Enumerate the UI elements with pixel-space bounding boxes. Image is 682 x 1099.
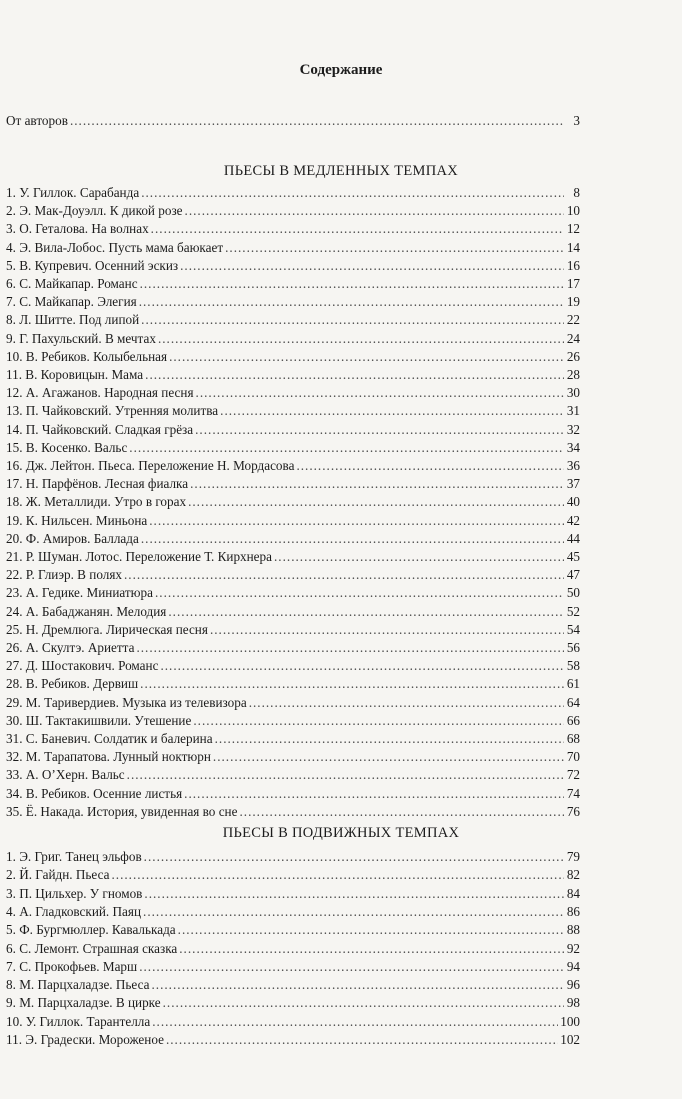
leader-dots	[169, 348, 564, 366]
toc-entry-title: 3. П. Цильхер. У гномов	[6, 885, 143, 901]
section-heading-slow: ПЬЕСЫ В МЕДЛЕННЫХ ТЕМПАХ	[223, 163, 459, 179]
toc-entry	[6, 184, 580, 202]
leader-dots	[220, 402, 564, 420]
leader-dots	[193, 712, 564, 730]
leader-dots	[139, 958, 564, 976]
toc-entry-title: 4. А. Гладковский. Паяц	[6, 903, 142, 919]
toc-entry-title: 2. Й. Гайдн. Пьеса	[6, 867, 110, 883]
toc-entry-title: 26. А. Скултэ. Ариетта	[6, 640, 135, 655]
toc-entry	[6, 958, 580, 976]
toc-entry-page: 79	[566, 849, 580, 864]
toc-entry	[6, 275, 580, 293]
toc-entry-title: 7. С. Прокофьев. Марш	[6, 958, 138, 974]
toc-entry-title: 23. А. Гедике. Миниатюра	[6, 585, 153, 601]
leader-dots	[152, 1013, 558, 1031]
section-heading-fast: ПЬЕСЫ В ПОДВИЖНЫХ ТЕМПАХ	[222, 825, 460, 841]
toc-entry-page: 98	[566, 995, 580, 1011]
toc-entry	[6, 921, 580, 939]
toc-entry-page: 40	[566, 494, 580, 510]
leader-dots	[195, 421, 564, 439]
leader-dots	[210, 621, 564, 639]
toc-entry	[6, 848, 580, 866]
toc-entry-page: 102	[560, 1032, 580, 1047]
toc-entry-title: 7. С. Майкапар. Элегия	[6, 294, 137, 310]
leader-dots	[225, 239, 564, 257]
toc-entry-title: 8. Л. Шитте. Под липой	[6, 312, 140, 328]
leader-dots	[168, 603, 564, 621]
toc-entry-page: 14	[566, 239, 580, 255]
toc-entry-page: 28	[566, 367, 580, 382]
toc-entry-page: 17	[566, 276, 580, 291]
toc-entry-title: 3. О. Геталова. На волнах	[6, 221, 149, 237]
toc-entry-intro	[6, 112, 580, 130]
toc-entry	[6, 694, 580, 712]
toc-entry-page: 76	[566, 803, 580, 819]
toc-entry	[6, 1031, 580, 1049]
toc-entry-title: 10. У. Гиллок. Тарантелла	[6, 1013, 151, 1029]
toc-entry-title: 29. М. Таривердиев. Музыка из телевизора	[6, 694, 247, 710]
toc-entry	[6, 257, 580, 275]
toc-entry	[6, 493, 580, 511]
toc-entry	[6, 548, 580, 566]
leader-dots	[188, 493, 564, 511]
toc-entry-title: 16. Дж. Лейтон. Пьеса. Переложение Н. Мордасова	[6, 458, 295, 473]
leader-dots	[158, 330, 564, 348]
toc-entry-title: 11. Э. Градески. Мороженое	[6, 1032, 164, 1047]
toc-entry-page: 68	[566, 731, 580, 746]
toc-entry-page: 30	[566, 385, 580, 401]
toc-entry-title: 30. Ш. Тактакишвили. Утешение	[6, 712, 192, 728]
toc-entry-title: 4. Э. Вила-Лобос. Пусть мама баюкает	[6, 239, 224, 255]
leader-dots	[143, 903, 564, 921]
toc-entry-title: 1. У. Гиллок. Сарабанда	[6, 185, 140, 200]
leader-dots	[190, 475, 564, 493]
toc-entry-title: 20. Ф. Амиров. Баллада	[6, 530, 139, 546]
toc-entry-page: 66	[566, 712, 580, 728]
toc-entry-page: 64	[566, 694, 580, 710]
toc-entry-page: 45	[566, 549, 580, 564]
leader-dots	[140, 675, 564, 693]
leader-dots	[184, 785, 564, 803]
toc-entry	[6, 457, 580, 475]
toc-entry-title: 19. К. Нильсен. Миньона	[6, 512, 148, 528]
toc-entry-page: 44	[566, 530, 580, 546]
leader-dots	[180, 257, 564, 275]
leader-dots	[160, 657, 564, 675]
leader-dots	[151, 220, 564, 238]
toc-entry-page: 12	[566, 221, 580, 237]
leader-dots	[144, 885, 564, 903]
toc-entry-page: 70	[566, 749, 580, 765]
leader-dots	[140, 275, 564, 293]
leader-dots	[196, 384, 564, 402]
leader-dots	[129, 439, 564, 457]
toc-entry-page: 50	[566, 585, 580, 601]
toc-entry-title: 1. Э. Григ. Танец эльфов	[6, 849, 142, 864]
toc-entry-title: 2. Э. Мак-Доуэлл. К дикой розе	[6, 203, 183, 219]
toc-entry-page: 24	[566, 330, 580, 346]
toc-entry-title: 15. В. Косенко. Вальс	[6, 439, 128, 455]
toc-entry	[6, 866, 580, 884]
leader-dots	[213, 748, 564, 766]
toc-entry-title: 32. М. Тарапатова. Лунный ноктюрн	[6, 749, 211, 765]
leader-dots	[155, 584, 564, 602]
toc-entry	[6, 402, 580, 420]
toc-entry-title: 22. Р. Глиэр. В полях	[6, 567, 122, 583]
toc-entry-title: 35. Ё. Накада. История, увиденная во сне	[6, 803, 238, 819]
toc-entry	[6, 202, 580, 220]
toc-entry-title: 11. В. Коровицын. Мама	[6, 367, 144, 382]
toc-entry	[6, 621, 580, 639]
toc-entry-title: 10. В. Ребиков. Колыбельная	[6, 348, 168, 364]
toc-entry-page: 74	[566, 785, 580, 801]
toc-entry-title: 24. А. Бабаджанян. Мелодия	[6, 603, 167, 619]
toc-entry	[6, 885, 580, 903]
toc-entry-page: 96	[566, 977, 580, 993]
toc-entry	[6, 639, 580, 657]
toc-entry-page: 16	[566, 257, 580, 273]
toc-entry-page: 84	[566, 885, 580, 901]
toc-entry	[6, 220, 580, 238]
toc-entry-page: 86	[566, 903, 580, 919]
page-title: Содержание	[299, 62, 383, 78]
toc-entry	[6, 475, 580, 493]
toc-entry-title: 5. Ф. Бургмюллер. Кавалькада	[6, 922, 176, 938]
toc-entry	[6, 330, 580, 348]
toc-entry-page: 58	[566, 658, 580, 674]
toc-entry-title: 33. А. О’Херн. Вальс	[6, 767, 125, 783]
leader-dots	[179, 940, 564, 958]
toc-entry	[6, 748, 580, 766]
leader-dots	[139, 293, 564, 311]
toc-entry	[6, 603, 580, 621]
toc-entry-page: 32	[566, 421, 580, 437]
toc-entry-title: 13. П. Чайковский. Утренняя молитва	[6, 403, 219, 419]
toc-entry-page: 22	[566, 312, 580, 328]
toc-entry-title: 8. М. Парцхаладзе. Пьеса	[6, 977, 150, 993]
toc-entry	[6, 730, 580, 748]
toc-entry	[6, 785, 580, 803]
toc-entry	[6, 994, 580, 1012]
leader-dots	[151, 976, 564, 994]
leader-dots	[124, 566, 564, 584]
leader-dots	[149, 512, 564, 530]
leader-dots	[249, 694, 564, 712]
toc-entry-page: 8	[573, 185, 580, 200]
toc-entry-title: 6. С. Лемонт. Страшная сказка	[6, 940, 178, 956]
leader-dots	[141, 530, 564, 548]
leader-dots	[185, 202, 564, 220]
leader-dots	[215, 730, 564, 748]
toc-entry-title: 28. В. Ребиков. Дервиш	[6, 676, 139, 692]
leader-dots	[111, 866, 564, 884]
toc-entry	[6, 976, 580, 994]
toc-entry-page: 19	[566, 294, 580, 310]
toc-entry-title: 9. М. Парцхаладзе. В цирке	[6, 995, 161, 1011]
leader-dots	[127, 766, 564, 784]
leader-dots	[141, 184, 564, 202]
toc-entry-page: 61	[566, 676, 580, 692]
toc-entry-title: 34. В. Ребиков. Осенние листья	[6, 785, 183, 801]
toc-entry-title: 12. А. Агажанов. Народная песня	[6, 385, 194, 401]
toc-entry-page: 47	[566, 567, 580, 583]
toc-entry	[6, 566, 580, 584]
toc-entry-page: 94	[566, 958, 580, 974]
toc-entry	[6, 311, 580, 329]
toc-entry-title: 14. П. Чайковский. Сладкая грёза	[6, 421, 194, 437]
toc-entry-page: 36	[566, 458, 580, 473]
toc-entry	[6, 803, 580, 821]
toc-entry-page: 10	[566, 203, 580, 219]
toc-entry	[6, 384, 580, 402]
toc-entry-page: 3	[573, 113, 580, 128]
toc-entry	[6, 903, 580, 921]
toc-entry-title: 27. Д. Шостакович. Романс	[6, 658, 159, 674]
toc-entry-title: 9. Г. Пахульский. В мечтах	[6, 330, 156, 346]
toc-entry-page: 34	[566, 439, 580, 455]
toc-entry	[6, 348, 580, 366]
toc-entry	[6, 366, 580, 384]
leader-dots	[274, 548, 564, 566]
toc-entry-page: 92	[566, 940, 580, 956]
toc-entry-title: 31. С. Баневич. Солдатик и балерина	[6, 731, 213, 746]
toc-entry	[6, 675, 580, 693]
toc-entry-title: 5. В. Купревич. Осенний эскиз	[6, 257, 179, 273]
leader-dots	[145, 366, 564, 384]
toc-entry-page: 31	[566, 403, 580, 419]
leader-dots	[141, 311, 564, 329]
toc-entry-page: 72	[566, 767, 580, 783]
toc-entry-page: 100	[560, 1013, 580, 1029]
toc-entry	[6, 439, 580, 457]
toc-entry-page: 42	[566, 512, 580, 528]
leader-dots	[296, 457, 564, 475]
toc-entry	[6, 530, 580, 548]
toc-entry-title: 21. Р. Шуман. Лотос. Переложение Т. Кирхнера	[6, 549, 272, 564]
toc-entry	[6, 766, 580, 784]
leader-dots	[178, 921, 564, 939]
toc-entry-page: 56	[566, 640, 580, 655]
toc-entry-title: От авторов	[6, 113, 68, 128]
leader-dots	[136, 639, 564, 657]
toc-entry	[6, 1013, 580, 1031]
toc-entry	[6, 239, 580, 257]
toc-entry-page: 52	[566, 603, 580, 619]
leader-dots	[239, 803, 564, 821]
toc-entry	[6, 293, 580, 311]
toc-entry-title: 17. Н. Парфёнов. Лесная фиалка	[6, 476, 189, 492]
toc-entry-page: 26	[566, 348, 580, 364]
leader-dots	[166, 1031, 558, 1049]
leader-dots	[70, 112, 564, 130]
toc-entry-title: 18. Ж. Металлиди. Утро в горах	[6, 494, 187, 510]
toc-entry	[6, 712, 580, 730]
toc-entry-page: 88	[566, 922, 580, 938]
toc-entry	[6, 512, 580, 530]
toc-entry-title: 25. Н. Дремлюга. Лирическая песня	[6, 621, 208, 637]
toc-entry	[6, 421, 580, 439]
leader-dots	[144, 848, 564, 866]
toc-entry	[6, 940, 580, 958]
toc-entry-page: 54	[566, 621, 580, 637]
toc-entry-page: 82	[566, 867, 580, 883]
leader-dots	[163, 994, 564, 1012]
toc-entry-page: 37	[566, 476, 580, 492]
toc-entry-title: 6. С. Майкапар. Романс	[6, 276, 138, 291]
toc-entry	[6, 584, 580, 602]
toc-entry	[6, 657, 580, 675]
